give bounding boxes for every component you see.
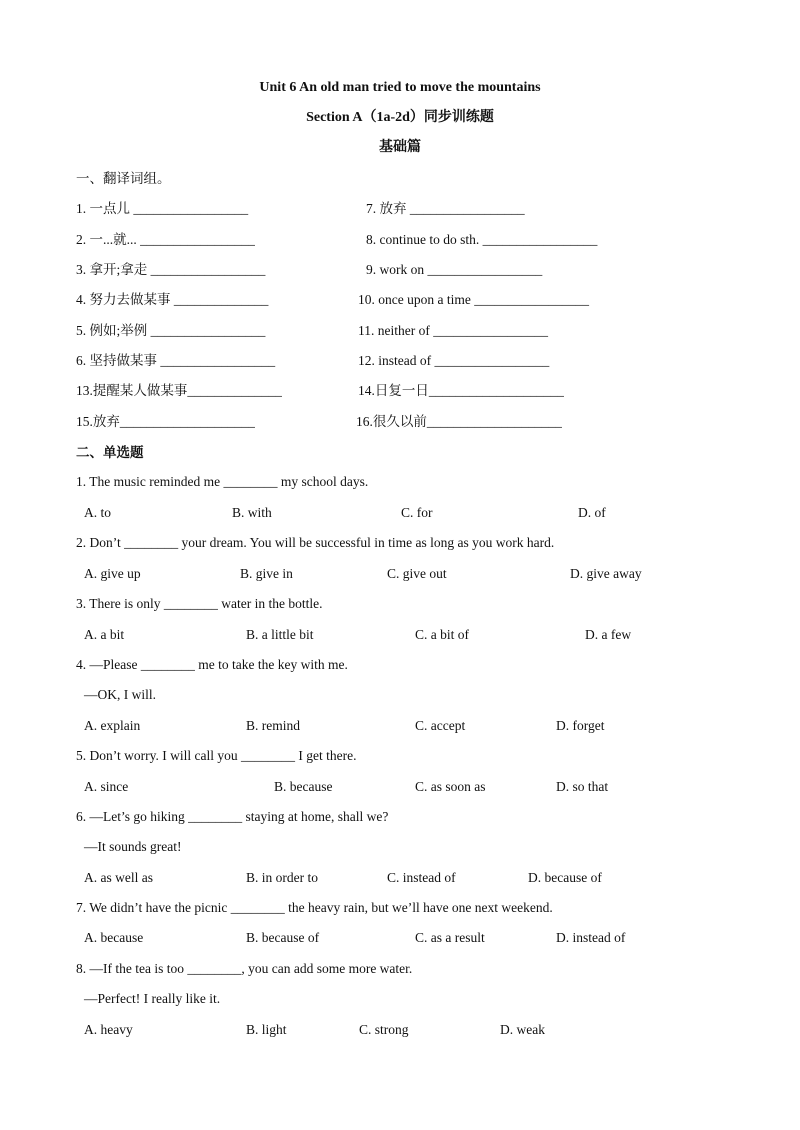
question-stem: 6. —Let’s go hiking ________ staying at home, shall we?: [76, 809, 389, 824]
option-c[interactable]: C. a bit of: [415, 627, 469, 642]
phrase-item: 11. neither of _________________: [358, 323, 548, 338]
option-b[interactable]: B. remind: [246, 718, 300, 733]
option-b[interactable]: B. with: [232, 505, 272, 520]
option-b[interactable]: B. a little bit: [246, 627, 314, 642]
page-subtitle: Section A（1a-2d）同步训练题: [306, 110, 494, 125]
option-c[interactable]: C. as soon as: [415, 779, 486, 794]
option-a[interactable]: A. because: [84, 930, 144, 945]
option-a[interactable]: A. as well as: [84, 870, 153, 885]
option-d[interactable]: D. forget: [556, 718, 605, 733]
phrase-item: 9. work on _________________: [366, 262, 543, 277]
option-d[interactable]: D. because of: [528, 870, 602, 885]
section-heading-single-choice: 二、单选题: [76, 445, 144, 460]
phrase-item: 2. 一...就... _________________: [76, 232, 255, 247]
question-reply: —OK, I will.: [84, 687, 156, 702]
option-d[interactable]: D. weak: [500, 1022, 545, 1037]
option-b[interactable]: B. give in: [240, 566, 293, 581]
option-a[interactable]: A. explain: [84, 718, 141, 733]
phrase-item: 4. 努力去做某事 ______________: [76, 292, 269, 307]
option-b[interactable]: B. light: [246, 1022, 287, 1037]
option-b[interactable]: B. in order to: [246, 870, 318, 885]
option-d[interactable]: D. instead of: [556, 930, 626, 945]
option-c[interactable]: C. instead of: [387, 870, 456, 885]
phrase-item: 1. 一点儿 _________________: [76, 201, 249, 216]
option-d[interactable]: D. give away: [570, 566, 642, 581]
question-stem: 4. —Please ________ me to take the key with me.: [76, 657, 348, 672]
option-b[interactable]: B. because: [274, 779, 333, 794]
section-heading-translation: 一、翻译词组。: [76, 171, 171, 186]
option-a[interactable]: A. heavy: [84, 1022, 133, 1037]
phrase-item: 12. instead of _________________: [358, 353, 550, 368]
option-d[interactable]: D. so that: [556, 779, 609, 794]
phrase-item: 10. once upon a time _________________: [358, 292, 589, 307]
question-reply: —It sounds great!: [84, 839, 182, 854]
phrase-item: 7. 放弃 _________________: [366, 201, 525, 216]
question-reply: —Perfect! I really like it.: [84, 991, 221, 1006]
option-a[interactable]: A. a bit: [84, 627, 125, 642]
option-a[interactable]: A. to: [84, 505, 111, 520]
question-stem: 7. We didn’t have the picnic ________ the heavy rain, but we’ll have one next weekend.: [76, 900, 553, 915]
phrase-item: 6. 坚持做某事 _________________: [76, 353, 276, 368]
option-d[interactable]: D. a few: [585, 627, 632, 642]
phrase-item: 8. continue to do sth. _________________: [366, 232, 598, 247]
option-c[interactable]: C. as a result: [415, 930, 485, 945]
option-c[interactable]: C. give out: [387, 566, 447, 581]
phrase-item: 13.提醒某人做某事______________: [76, 383, 282, 398]
phrase-item: 5. 例如;举例 _________________: [76, 323, 266, 338]
option-c[interactable]: C. for: [401, 505, 433, 520]
question-stem: 8. —If the tea is too ________, you can add some more water.: [76, 961, 413, 976]
option-a[interactable]: A. since: [84, 779, 129, 794]
phrase-item: 16.很久以前____________________: [356, 414, 562, 429]
option-b[interactable]: B. because of: [246, 930, 320, 945]
level-label: 基础篇: [379, 140, 421, 155]
question-stem: 1. The music reminded me ________ my school days.: [76, 474, 369, 489]
option-c[interactable]: C. accept: [415, 718, 466, 733]
question-stem: 2. Don’t ________ your dream. You will be successful in time as long as you work hard.: [76, 535, 555, 550]
phrase-item: 15.放弃____________________: [76, 414, 255, 429]
phrase-item: 3. 拿开;拿走 _________________: [76, 262, 266, 277]
option-d[interactable]: D. of: [578, 505, 606, 520]
question-stem: 5. Don’t worry. I will call you ________ I get there.: [76, 748, 357, 763]
option-c[interactable]: C. strong: [359, 1022, 409, 1037]
option-a[interactable]: A. give up: [84, 566, 141, 581]
phrase-item: 14.日复一日____________________: [358, 383, 564, 398]
question-stem: 3. There is only ________ water in the bottle.: [76, 596, 323, 611]
page-title: Unit 6 An old man tried to move the mountains: [259, 80, 541, 95]
